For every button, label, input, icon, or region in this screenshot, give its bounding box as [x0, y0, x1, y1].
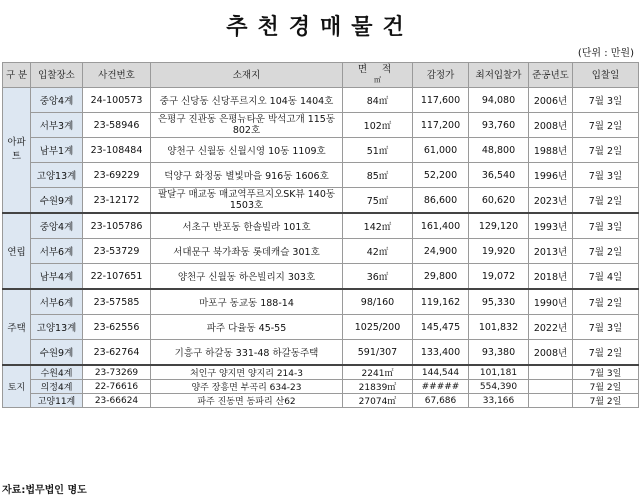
min-bid-cell: 95,330: [469, 289, 529, 315]
area-cell: 2241㎡: [343, 365, 413, 380]
case-no-cell: 23-108484: [83, 138, 151, 163]
built-cell: 1993년: [529, 213, 573, 239]
area-cell: 42㎡: [343, 239, 413, 264]
address-cell: 파주 다율동 45-55: [151, 315, 343, 340]
bid-date-cell: 7월 4일: [573, 264, 639, 290]
min-bid-cell: 19,072: [469, 264, 529, 290]
auction-cell: 중앙4계: [31, 213, 83, 239]
bid-date-cell: 7월 2일: [573, 394, 639, 408]
bid-date-cell: 7월 3일: [573, 315, 639, 340]
address-cell: 팔달구 매교동 매교역푸르지오SK뷰 140동 1503호: [151, 188, 343, 214]
header-area: [343, 63, 413, 88]
auction-table: [2, 62, 639, 408]
built-cell: 2006년: [529, 88, 573, 113]
category-house: 주택: [3, 289, 31, 365]
auction-cell: 고양13계: [31, 163, 83, 188]
table-row: [3, 365, 639, 380]
category-apartment: 아파트: [3, 88, 31, 214]
appraisal-cell: 61,000: [413, 138, 469, 163]
header-auction: 입찰장소: [31, 63, 83, 88]
bid-date-cell: 7월 2일: [573, 380, 639, 394]
area-cell: 75㎡: [343, 188, 413, 214]
table-row: [3, 289, 639, 315]
built-cell: [529, 380, 573, 394]
header-category: 구 분: [3, 63, 31, 88]
case-no-cell: 22-107651: [83, 264, 151, 290]
area-cell: 142㎡: [343, 213, 413, 239]
built-cell: 2013년: [529, 239, 573, 264]
case-no-cell: 23-69229: [83, 163, 151, 188]
address-cell: 중구 신당동 신당푸르지오 104동 1404호: [151, 88, 343, 113]
header-row: [3, 63, 639, 88]
table-row: [3, 213, 639, 239]
header-appraisal: 감정가: [413, 63, 469, 88]
case-no-cell: 23-66624: [83, 394, 151, 408]
case-no-cell: 23-73269: [83, 365, 151, 380]
case-no-cell: 23-57585: [83, 289, 151, 315]
address-cell: 마포구 동교동 188-14: [151, 289, 343, 315]
header-case-no: 사건번호: [83, 63, 151, 88]
bid-date-cell: 7월 2일: [573, 289, 639, 315]
built-cell: 1988년: [529, 138, 573, 163]
bid-date-cell: 7월 2일: [573, 138, 639, 163]
address-cell: 서대문구 북가좌동 롯데캐슬 301호: [151, 239, 343, 264]
case-no-cell: 23-62556: [83, 315, 151, 340]
min-bid-cell: 93,760: [469, 113, 529, 138]
address-cell: 파주 진동면 동파리 산62: [151, 394, 343, 408]
category-land: 토지: [3, 365, 31, 408]
case-no-cell: 23-12172: [83, 188, 151, 214]
address-cell: 양천구 신월동 신월시영 10동 1109호: [151, 138, 343, 163]
appraisal-cell: 67,686: [413, 394, 469, 408]
appraisal-cell: 52,200: [413, 163, 469, 188]
appraisal-cell: 24,900: [413, 239, 469, 264]
min-bid-cell: 93,380: [469, 340, 529, 366]
appraisal-cell: 29,800: [413, 264, 469, 290]
area-cell: 102㎡: [343, 113, 413, 138]
table-row: [3, 188, 639, 214]
address-cell: 서초구 반포동 한솔빌라 101호: [151, 213, 343, 239]
category-townhouse: 연립: [3, 213, 31, 289]
table-row: [3, 239, 639, 264]
table-row: [3, 264, 639, 290]
area-cell: 27074㎡: [343, 394, 413, 408]
min-bid-cell: 101,181: [469, 365, 529, 380]
auction-cell: 남부1계: [31, 138, 83, 163]
table-row: [3, 138, 639, 163]
appraisal-cell: 161,400: [413, 213, 469, 239]
table-row: [3, 315, 639, 340]
case-no-cell: 23-58946: [83, 113, 151, 138]
address-cell: 처인구 양지면 양지리 214-3: [151, 365, 343, 380]
built-cell: 2022년: [529, 315, 573, 340]
auction-cell: 수원4계: [31, 365, 83, 380]
auction-cell: 의정4계: [31, 380, 83, 394]
min-bid-cell: 36,540: [469, 163, 529, 188]
source-note: 자료:법무법인 명도: [2, 485, 87, 496]
appraisal-cell: 133,400: [413, 340, 469, 366]
area-cell: 1025/200: [343, 315, 413, 340]
table-row: [3, 394, 639, 408]
min-bid-cell: 33,166: [469, 394, 529, 408]
table-row: [3, 88, 639, 113]
area-cell: 591/307: [343, 340, 413, 366]
address-cell: 기흥구 하갈동 331-48 하갈동주택: [151, 340, 343, 366]
area-cell: 51㎡: [343, 138, 413, 163]
header-area-unit: ㎡: [374, 76, 381, 84]
header-bid-date: 입찰일: [573, 63, 639, 88]
address-cell: 은평구 진관동 은평뉴타운 박석고개 115동 802호: [151, 113, 343, 138]
case-no-cell: 23-62764: [83, 340, 151, 366]
built-cell: 2008년: [529, 340, 573, 366]
case-no-cell: 24-100573: [83, 88, 151, 113]
min-bid-cell: 129,120: [469, 213, 529, 239]
built-cell: 1990년: [529, 289, 573, 315]
bid-date-cell: 7월 2일: [573, 113, 639, 138]
area-cell: 36㎡: [343, 264, 413, 290]
table-row: [3, 340, 639, 366]
unit-label: (단위 : 만원): [577, 48, 634, 59]
area-cell: 84㎡: [343, 88, 413, 113]
appraisal-cell: 144,544: [413, 365, 469, 380]
area-cell: 21839㎡: [343, 380, 413, 394]
address-cell: 양천구 신월동 하은빌리지 303호: [151, 264, 343, 290]
header-built: 준공년도: [529, 63, 573, 88]
header-min-bid: 최저입찰가: [469, 63, 529, 88]
built-cell: 2008년: [529, 113, 573, 138]
min-bid-cell: 48,800: [469, 138, 529, 163]
auction-cell: 고양13계: [31, 315, 83, 340]
built-cell: [529, 365, 573, 380]
appraisal-cell: 117,200: [413, 113, 469, 138]
header-area-label: 면 적: [357, 64, 398, 75]
auction-cell: 중앙4계: [31, 88, 83, 113]
appraisal-cell: 119,162: [413, 289, 469, 315]
table-row: [3, 163, 639, 188]
auction-cell: 고양11계: [31, 394, 83, 408]
area-cell: 85㎡: [343, 163, 413, 188]
bid-date-cell: 7월 3일: [573, 213, 639, 239]
auction-cell: 서부6계: [31, 289, 83, 315]
appraisal-cell: #####: [413, 380, 469, 394]
min-bid-cell: 60,620: [469, 188, 529, 214]
auction-cell: 서부3계: [31, 113, 83, 138]
built-cell: 1996년: [529, 163, 573, 188]
built-cell: [529, 394, 573, 408]
bid-date-cell: 7월 2일: [573, 340, 639, 366]
case-no-cell: 23-105786: [83, 213, 151, 239]
auction-cell: 수원9계: [31, 188, 83, 214]
appraisal-cell: 117,600: [413, 88, 469, 113]
auction-cell: 수원9계: [31, 340, 83, 366]
bid-date-cell: 7월 3일: [573, 365, 639, 380]
table-row: [3, 380, 639, 394]
min-bid-cell: 554,390: [469, 380, 529, 394]
auction-cell: 서부6계: [31, 239, 83, 264]
built-cell: 2023년: [529, 188, 573, 214]
address-cell: 덕양구 화정동 별빛마을 916동 1606호: [151, 163, 343, 188]
min-bid-cell: 101,832: [469, 315, 529, 340]
address-cell: 양주 장흥면 부곡리 634-23: [151, 380, 343, 394]
bid-date-cell: 7월 2일: [573, 188, 639, 214]
appraisal-cell: 86,600: [413, 188, 469, 214]
auction-cell: 남부4계: [31, 264, 83, 290]
min-bid-cell: 94,080: [469, 88, 529, 113]
min-bid-cell: 19,920: [469, 239, 529, 264]
bid-date-cell: 7월 2일: [573, 239, 639, 264]
bid-date-cell: 7월 3일: [573, 163, 639, 188]
table-row: [3, 113, 639, 138]
appraisal-cell: 145,475: [413, 315, 469, 340]
area-cell: 98/160: [343, 289, 413, 315]
case-no-cell: 23-53729: [83, 239, 151, 264]
built-cell: 2018년: [529, 264, 573, 290]
header-address: 소재지: [151, 63, 343, 88]
bid-date-cell: 7월 3일: [573, 88, 639, 113]
case-no-cell: 22-76616: [83, 380, 151, 394]
page-title: 추천경매물건: [226, 15, 414, 40]
